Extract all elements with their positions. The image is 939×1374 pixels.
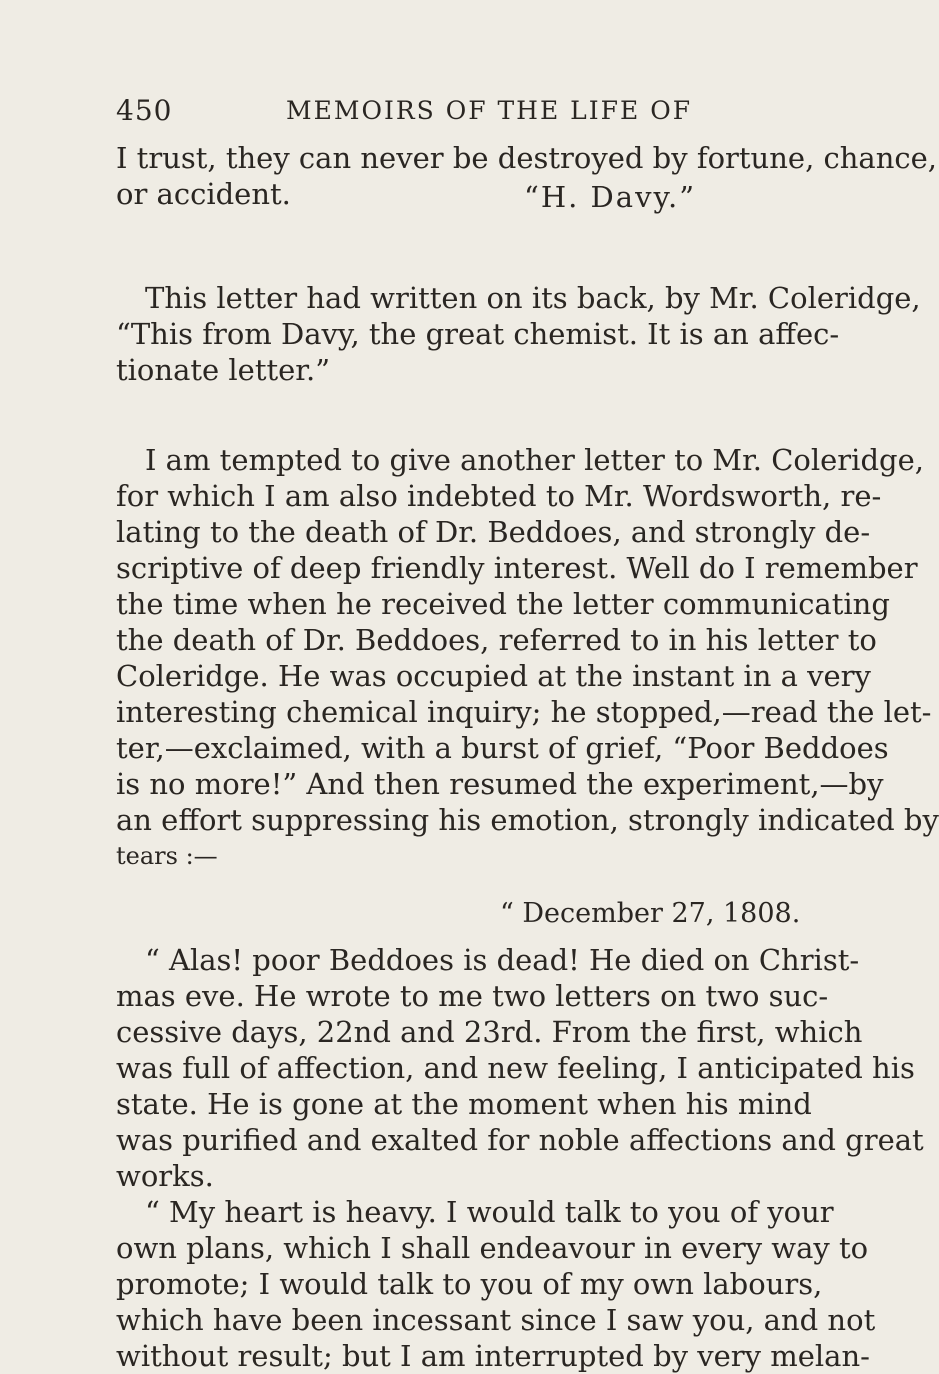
letter-dateline: “ December 27, 1808. bbox=[500, 898, 801, 929]
text-line: scriptive of deep friendly interest. Well do I remember bbox=[116, 551, 918, 585]
text-line: “ My heart is heavy. I would talk to you of your bbox=[145, 1195, 834, 1229]
text-line: an effort suppressing his emotion, strongly indicated by bbox=[116, 803, 939, 837]
text-line: promote; I would talk to you of my own labours, bbox=[116, 1267, 823, 1301]
text-line: tionate letter.” bbox=[116, 353, 331, 387]
text-line: interesting chemical inquiry; he stopped,—read the let- bbox=[116, 695, 932, 729]
text-line: was full of affection, and new feeling, I anticipated his bbox=[116, 1051, 915, 1085]
text-line: I am tempted to give another letter to Mr. Coleridge, bbox=[145, 443, 924, 477]
running-title: MEMOIRS OF THE LIFE OF bbox=[286, 96, 693, 125]
text-line: which have been incessant since I saw you, and not bbox=[116, 1303, 876, 1337]
signature: “H. Davy.” bbox=[524, 180, 697, 214]
text-line: without result; but I am interrupted by very melan- bbox=[116, 1339, 870, 1373]
text-line: ter,—exclaimed, with a burst of grief, “Poor Beddoes bbox=[116, 731, 889, 765]
text-line: “This from Davy, the great chemist. It is an affec- bbox=[116, 317, 840, 351]
text-line: lating to the death of Dr. Beddoes, and strongly de- bbox=[116, 515, 871, 549]
text-line: the death of Dr. Beddoes, referred to in his letter to bbox=[116, 623, 877, 657]
text-line: Coleridge. He was occupied at the instant in a very bbox=[116, 659, 871, 693]
text-line: the time when he received the letter communicating bbox=[116, 587, 890, 621]
text-line: is no more!” And then resumed the experiment,—by bbox=[116, 767, 884, 801]
text-line: was purified and exalted for noble affections and great bbox=[116, 1123, 924, 1157]
text-line: I trust, they can never be destroyed by fortune, chance, bbox=[116, 141, 938, 175]
text-line: or accident. bbox=[116, 177, 291, 211]
text-line: works. bbox=[116, 1159, 214, 1193]
text-line: mas eve. He wrote to me two letters on two suc- bbox=[116, 979, 829, 1013]
text-line: state. He is gone at the moment when his mind bbox=[116, 1087, 812, 1121]
page-header bbox=[116, 94, 788, 130]
text-line: cessive days, 22nd and 23rd. From the first, which bbox=[116, 1015, 863, 1049]
text-line: for which I am also indebted to Mr. Wordsworth, re- bbox=[116, 479, 882, 513]
text-line: “ Alas! poor Beddoes is dead! He died on Christ- bbox=[145, 943, 860, 977]
page-number: 450 bbox=[116, 94, 173, 127]
text-line: This letter had written on its back, by Mr. Coleridge, bbox=[145, 281, 921, 315]
text-line: own plans, which I shall endeavour in every way to bbox=[116, 1231, 869, 1265]
text-line: tears :— bbox=[116, 842, 218, 870]
